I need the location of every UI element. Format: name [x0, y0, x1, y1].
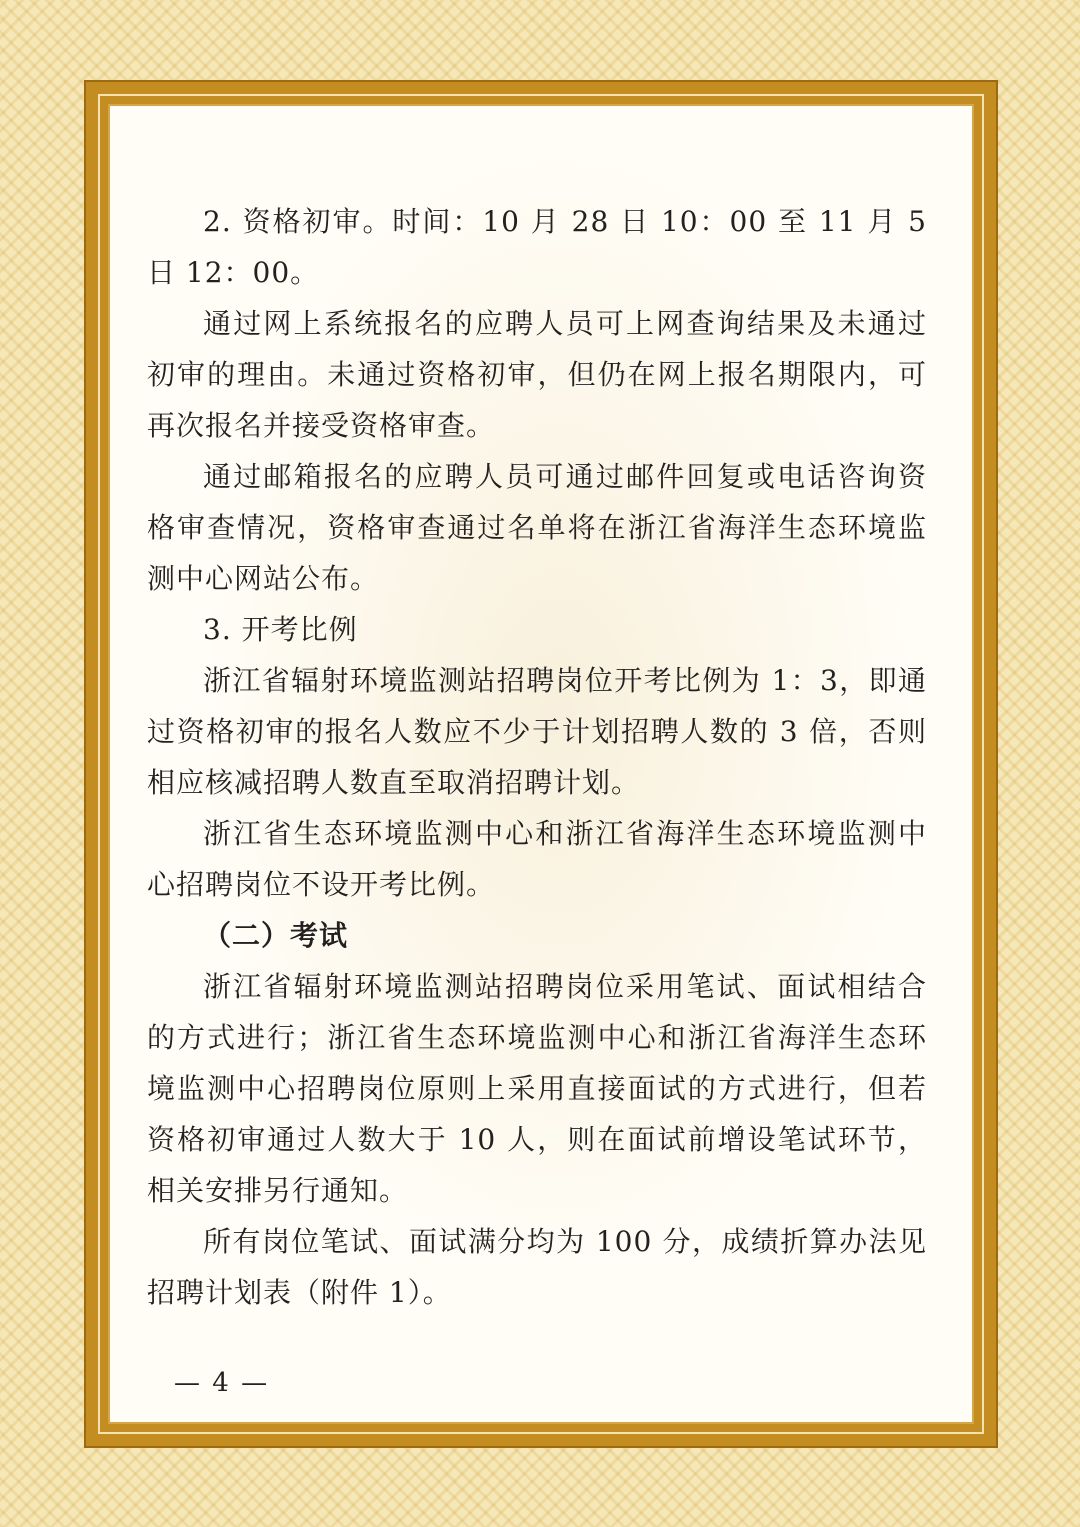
heading-examination: （二）考试	[203, 919, 349, 952]
paragraph-full-score: 所有岗位笔试、面试满分均为 100 分，成绩折算办法见招聘计划表（附件 1）。	[147, 1225, 927, 1309]
page-number: — 4 —	[174, 1368, 270, 1398]
paragraph-online-applicants: 通过网上系统报名的应聘人员可上网查询结果及未通过初审的理由。未通过资格初审，但仍在网上报名期限内，可再次报名并接受资格审查。	[147, 307, 927, 442]
paragraph-radiation-station-ratio: 浙江省辐射环境监测站招聘岗位开考比例为 1：3，即通过资格初审的报名人数应不少于计划招聘人数的 3 倍，否则相应核减招聘人数直至取消招聘计划。	[147, 664, 927, 799]
paragraph-qualification-review: 2. 资格初审。时间：10 月 28 日 10：00 至 11 月 5 日 12：00。	[147, 205, 927, 289]
paragraph-no-ratio: 浙江省生态环境监测中心和浙江省海洋生态环境监测中心招聘岗位不设开考比例。	[147, 817, 927, 901]
document-body	[147, 196, 927, 1318]
paragraph-email-applicants: 通过邮箱报名的应聘人员可通过邮件回复或电话咨询资格审查情况，资格审查通过名单将在浙江省海洋生态环境监测中心网站公布。	[147, 460, 927, 595]
heading-exam-ratio: 3. 开考比例	[203, 613, 358, 646]
paragraph-exam-method: 浙江省辐射环境监测站招聘岗位采用笔试、面试相结合的方式进行；浙江省生态环境监测中心和浙江省海洋生态环境监测中心招聘岗位原则上采用直接面试的方式进行，但若资格初审通过人数大于 10 人，则在面试前增设笔试环节，相关安排另行通知。	[147, 970, 927, 1207]
